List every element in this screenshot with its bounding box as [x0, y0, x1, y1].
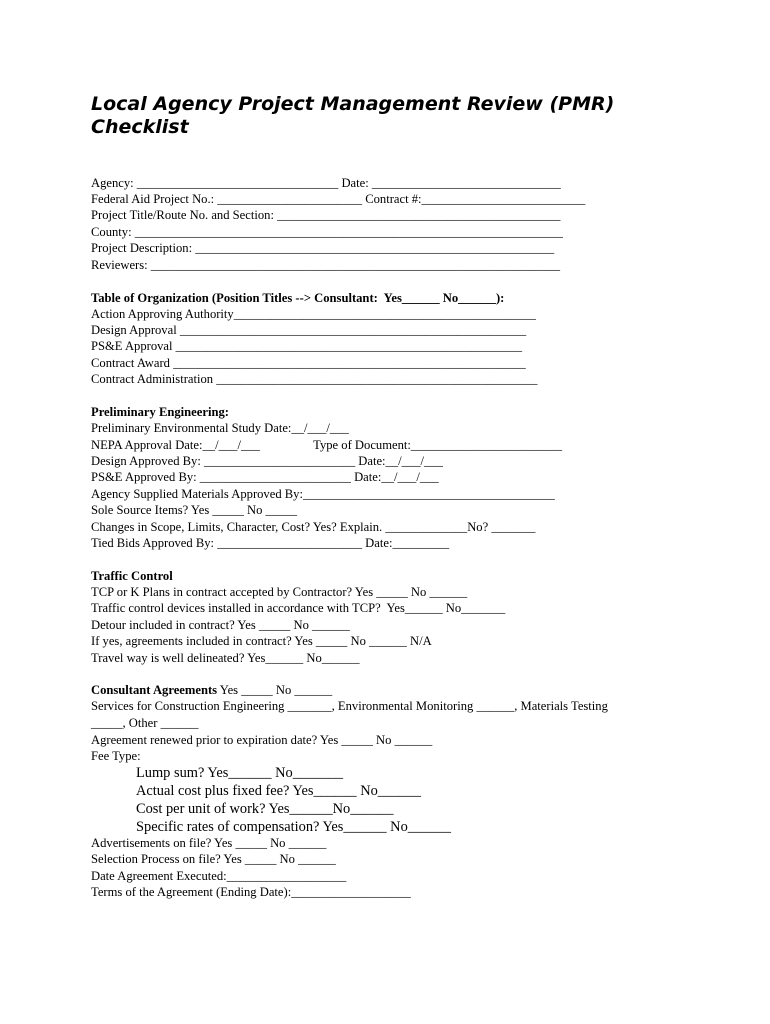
project-title-field[interactable]: Project Title/Route No. and Section: _____________________________________________ [91, 208, 561, 222]
federal-aid-contract-field[interactable]: Federal Aid Project No.: _______________________ Contract #:__________________________ [91, 192, 586, 206]
org-contract-admin-field[interactable]: Contract Administration ___________________________________________________ [91, 372, 538, 386]
page-title: Local Agency Project Management Review (PMR) Checklist [91, 93, 615, 138]
organization-heading: Table of Organization (Position Titles --> Consultant: Yes______ No______): [91, 291, 505, 305]
consultant-renewed-field[interactable]: Agreement renewed prior to expiration date? Yes _____ No ______ [91, 733, 433, 747]
prelim-changes-field[interactable]: Changes in Scope, Limits, Character, Cost? Yes? Explain. _____________No? _______ [91, 520, 536, 534]
consultant-selection-field[interactable]: Selection Process on file? Yes _____ No ______ [91, 852, 336, 866]
prelim-materials-field[interactable]: Agency Supplied Materials Approved By:________________________________________ [91, 487, 555, 501]
traffic-detour-field[interactable]: Detour included in contract? Yes _____ No ______ [91, 618, 350, 632]
traffic-delineated-field[interactable]: Travel way is well delineated? Yes______ No______ [91, 651, 360, 665]
consultant-terms-field[interactable]: Terms of the Agreement (Ending Date):___________________ [91, 885, 411, 899]
traffic-devices-field[interactable]: Traffic control devices installed in accordance with TCP? Yes______ No_______ [91, 601, 506, 615]
consultant-executed-field[interactable]: Date Agreement Executed:___________________ [91, 869, 347, 883]
fee-specific-rates-field[interactable]: Specific rates of compensation? Yes______ No______ [136, 819, 451, 835]
traffic-tcp-field[interactable]: TCP or K Plans in contract accepted by Contractor? Yes _____ No ______ [91, 585, 468, 599]
prelim-sole-source-field[interactable]: Sole Source Items? Yes _____ No _____ [91, 503, 298, 517]
prelim-pse-approved-field[interactable]: PS&E Approved By: ________________________ Date:__/___/___ [91, 470, 439, 484]
consultant-yes-no[interactable]: Yes _____ No ______ [217, 683, 333, 697]
prelim-design-approved-field[interactable]: Design Approved By: ________________________ Date:__/___/___ [91, 454, 443, 468]
org-design-approval-field[interactable]: Design Approval _______________________________________________________ [91, 323, 527, 337]
prelim-tied-bids-field[interactable]: Tied Bids Approved By: _______________________ Date:_________ [91, 536, 450, 550]
consultant-services-field[interactable]: Services for Construction Engineering _______, Environmental Monitoring ______, Materials Testing [91, 699, 608, 713]
fee-lump-sum-field[interactable]: Lump sum? Yes______ No_______ [136, 765, 344, 781]
agency-date-field[interactable]: Agency: ________________________________ Date: ______________________________ [91, 176, 561, 190]
county-field[interactable]: County: ____________________________________________________________________ [91, 225, 563, 239]
org-contract-award-field[interactable]: Contract Award ________________________________________________________ [91, 356, 526, 370]
project-description-field[interactable]: Project Description: _________________________________________________________ [91, 241, 555, 255]
fee-actual-cost-field[interactable]: Actual cost plus fixed fee? Yes______ No______ [136, 783, 421, 799]
consultant-ads-field[interactable]: Advertisements on file? Yes _____ No ______ [91, 836, 327, 850]
preliminary-heading: Preliminary Engineering: [91, 405, 229, 419]
prelim-nepa-field[interactable]: NEPA Approval Date:__/___/___ Type of Document:________________________ [91, 438, 563, 452]
reviewers-field[interactable]: Reviewers: _________________________________________________________________ [91, 258, 561, 272]
prelim-env-study-field[interactable]: Preliminary Environmental Study Date:__/___/___ [91, 421, 349, 435]
org-action-approving-field[interactable]: Action Approving Authority________________________________________________ [91, 307, 536, 321]
consultant-other-field[interactable]: _____, Other ______ [91, 716, 199, 730]
traffic-heading: Traffic Control [91, 569, 173, 583]
fee-cost-per-unit-field[interactable]: Cost per unit of work? Yes______No______ [136, 801, 394, 817]
consultant-heading: Consultant Agreements [91, 683, 218, 697]
org-pse-approval-field[interactable]: PS&E Approval _______________________________________________________ [91, 339, 522, 353]
consultant-heading-line[interactable] [91, 682, 332, 698]
fee-type-label: Fee Type: [91, 749, 141, 763]
traffic-agreements-field[interactable]: If yes, agreements included in contract? Yes _____ No ______ N/A [91, 634, 432, 648]
